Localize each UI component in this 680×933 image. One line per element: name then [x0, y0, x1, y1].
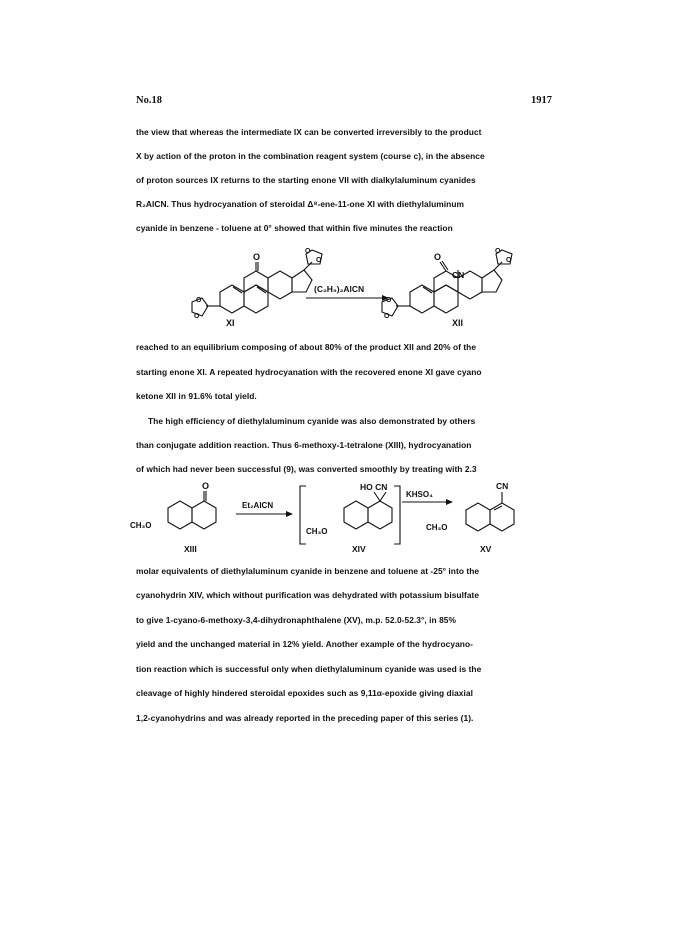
reagent-label: (C₂H₅)₂AlCN — [314, 284, 365, 294]
cyano-group: CN — [496, 481, 509, 491]
structure-xiv — [344, 492, 392, 529]
ketal-oxygen-label: O — [196, 297, 202, 304]
reaction-scheme-2 — [130, 480, 550, 562]
ketal-oxygen-label: O — [316, 257, 322, 264]
text-line: ketone XII in 91.6% total yield. — [136, 391, 257, 401]
text-line: reached to an equilibrium composing of about 80% of the product XII and 20% of the — [136, 342, 477, 352]
page-number: 1917 — [531, 95, 552, 106]
label-xv: XV — [480, 544, 492, 554]
methoxy-label: CH₃O — [306, 527, 328, 536]
cyano-group: CN — [452, 270, 465, 280]
text-line: R₂AlCN. Thus hydrocyanation of steroidal Δ⁸-ene-11-one XI with diethylaluminum — [136, 199, 464, 209]
label-xii: XII — [452, 318, 464, 328]
arrow-head — [446, 499, 453, 505]
journal-issue: No.18 — [136, 95, 162, 106]
methoxy-label: CH₃O — [130, 521, 152, 530]
ketal-oxygen-label: O — [305, 248, 311, 255]
methoxy-label: CH₃O — [426, 523, 448, 532]
reaction-scheme-1 — [160, 240, 560, 332]
text-line: starting enone XI. A repeated hydrocyanation with the recovered enone XI gave cyano — [136, 367, 482, 377]
text-line: cyanohydrin XIV, which without purification was dehydrated with potassium bisulfate — [136, 590, 480, 600]
text-line: of which had never been successful (9), was converted smoothly by treating with 2.3 — [136, 464, 477, 474]
label-xiii: XIII — [184, 544, 197, 554]
text-line: tion reaction which is successful only when diethylaluminum cyanide was used is the — [136, 664, 482, 674]
ketal-oxygen-label: O — [506, 257, 512, 264]
text-line: of proton sources IX returns to the starting enone VII with dialkylaluminum cyanides — [136, 175, 476, 185]
bracket-right — [394, 486, 400, 544]
ketal-oxygen-label: O — [194, 313, 200, 320]
reagent-label: Et₂AlCN — [242, 501, 274, 510]
text-line: X by action of the proton in the combination reagent system (course c), in the absence — [136, 151, 485, 161]
text-line: The high efficiency of diethylaluminum cyanide was also demonstrated by others — [148, 416, 476, 426]
text-line: to give 1-cyano-6-methoxy-3,4-dihydronaphthalene (XV), m.p. 52.0-52.3°, in 85% — [136, 615, 456, 625]
text-line: cleavage of highly hindered steroidal epoxides such as 9,11α-epoxide giving diaxial — [136, 688, 473, 698]
label-xiv: XIV — [352, 544, 366, 554]
structure-xii — [382, 250, 512, 316]
text-line: the view that whereas the intermediate IX can be converted irreversibly to the product — [136, 127, 482, 137]
keto-oxygen: O — [202, 481, 210, 491]
text-line: molar equivalents of diethylaluminum cyanide in benzene and toluene at -25° into the — [136, 566, 480, 576]
text-line: than conjugate addition reaction. Thus 6-methoxy-1-tetralone (XIII), hydrocyanation — [136, 440, 472, 450]
ketal-oxygen-label: O — [384, 313, 390, 320]
ketal-oxygen-label: O — [386, 297, 392, 304]
arrow-head — [286, 511, 293, 517]
reagent-label: KHSO₄ — [406, 490, 433, 499]
structure-xiii — [168, 491, 216, 529]
text-line: yield and the unchanged material in 12% yield. Another example of the hydrocyano- — [136, 639, 473, 649]
structure-xv — [466, 492, 514, 531]
keto-oxygen: O — [434, 252, 442, 262]
label-xi: XI — [226, 318, 235, 328]
keto-oxygen: O — [253, 252, 261, 262]
ketal-oxygen-label: O — [495, 248, 501, 255]
hydroxy-cyano-label: HO CN — [360, 482, 388, 492]
text-line: cyanide in benzene - toluene at 0° showed that within five minutes the reaction — [136, 223, 453, 233]
text-line: 1,2-cyanohydrins and was already reported in the preceding paper of this series (1). — [136, 713, 474, 723]
